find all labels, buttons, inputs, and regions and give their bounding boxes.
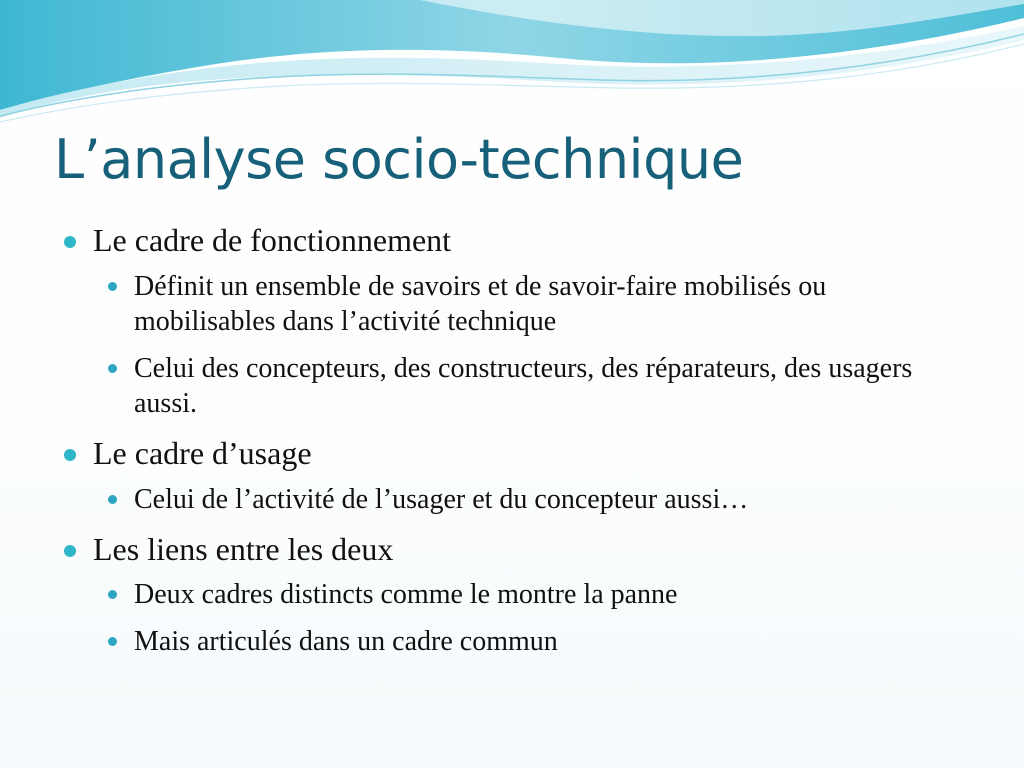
- sub-bullet-item: [105, 482, 964, 517]
- sub-bullet-text: Définit un ensemble de savoirs et de savoir-faire mobilisés ou mobilisables dans l’activité technique: [134, 270, 827, 337]
- bullet-dot-icon: [64, 545, 76, 557]
- sub-bullet-text: Deux cadres distincts comme le montre la panne: [134, 579, 678, 611]
- bullet-item: [64, 531, 964, 660]
- header-wave-decoration: [0, 0, 1024, 130]
- sub-bullet-dot-icon: [108, 590, 117, 599]
- bullet-list: [64, 222, 964, 659]
- sub-bullet-list: [105, 269, 964, 421]
- sub-bullet-list: [105, 482, 964, 517]
- sub-bullet-item: [105, 351, 964, 421]
- sub-bullet-item: [105, 624, 964, 659]
- sub-bullet-dot-icon: [108, 282, 117, 291]
- sub-bullet-item: [105, 269, 964, 339]
- sub-bullet-text: Celui de l’activité de l’usager et du concepteur aussi…: [134, 483, 749, 515]
- sub-bullet-dot-icon: [108, 637, 117, 646]
- sub-bullet-text: Mais articulés dans un cadre commun: [134, 626, 558, 658]
- bullet-text: Les liens entre les deux: [93, 530, 394, 567]
- bullet-item: [64, 222, 964, 421]
- bullet-text: Le cadre d’usage: [93, 434, 312, 471]
- slide-title: L’analyse socio-technique: [54, 128, 744, 191]
- bullet-dot-icon: [64, 236, 76, 248]
- sub-bullet-text: Celui des concepteurs, des constructeurs, des réparateurs, des usagers aussi.: [134, 352, 913, 419]
- sub-bullet-item: [105, 577, 964, 612]
- sub-bullet-dot-icon: [108, 495, 117, 504]
- sub-bullet-dot-icon: [108, 364, 117, 373]
- sub-bullet-list: [105, 577, 964, 659]
- bullet-item: [64, 435, 964, 517]
- bullet-text: Le cadre de fonctionnement: [93, 222, 452, 258]
- bullet-dot-icon: [64, 449, 76, 461]
